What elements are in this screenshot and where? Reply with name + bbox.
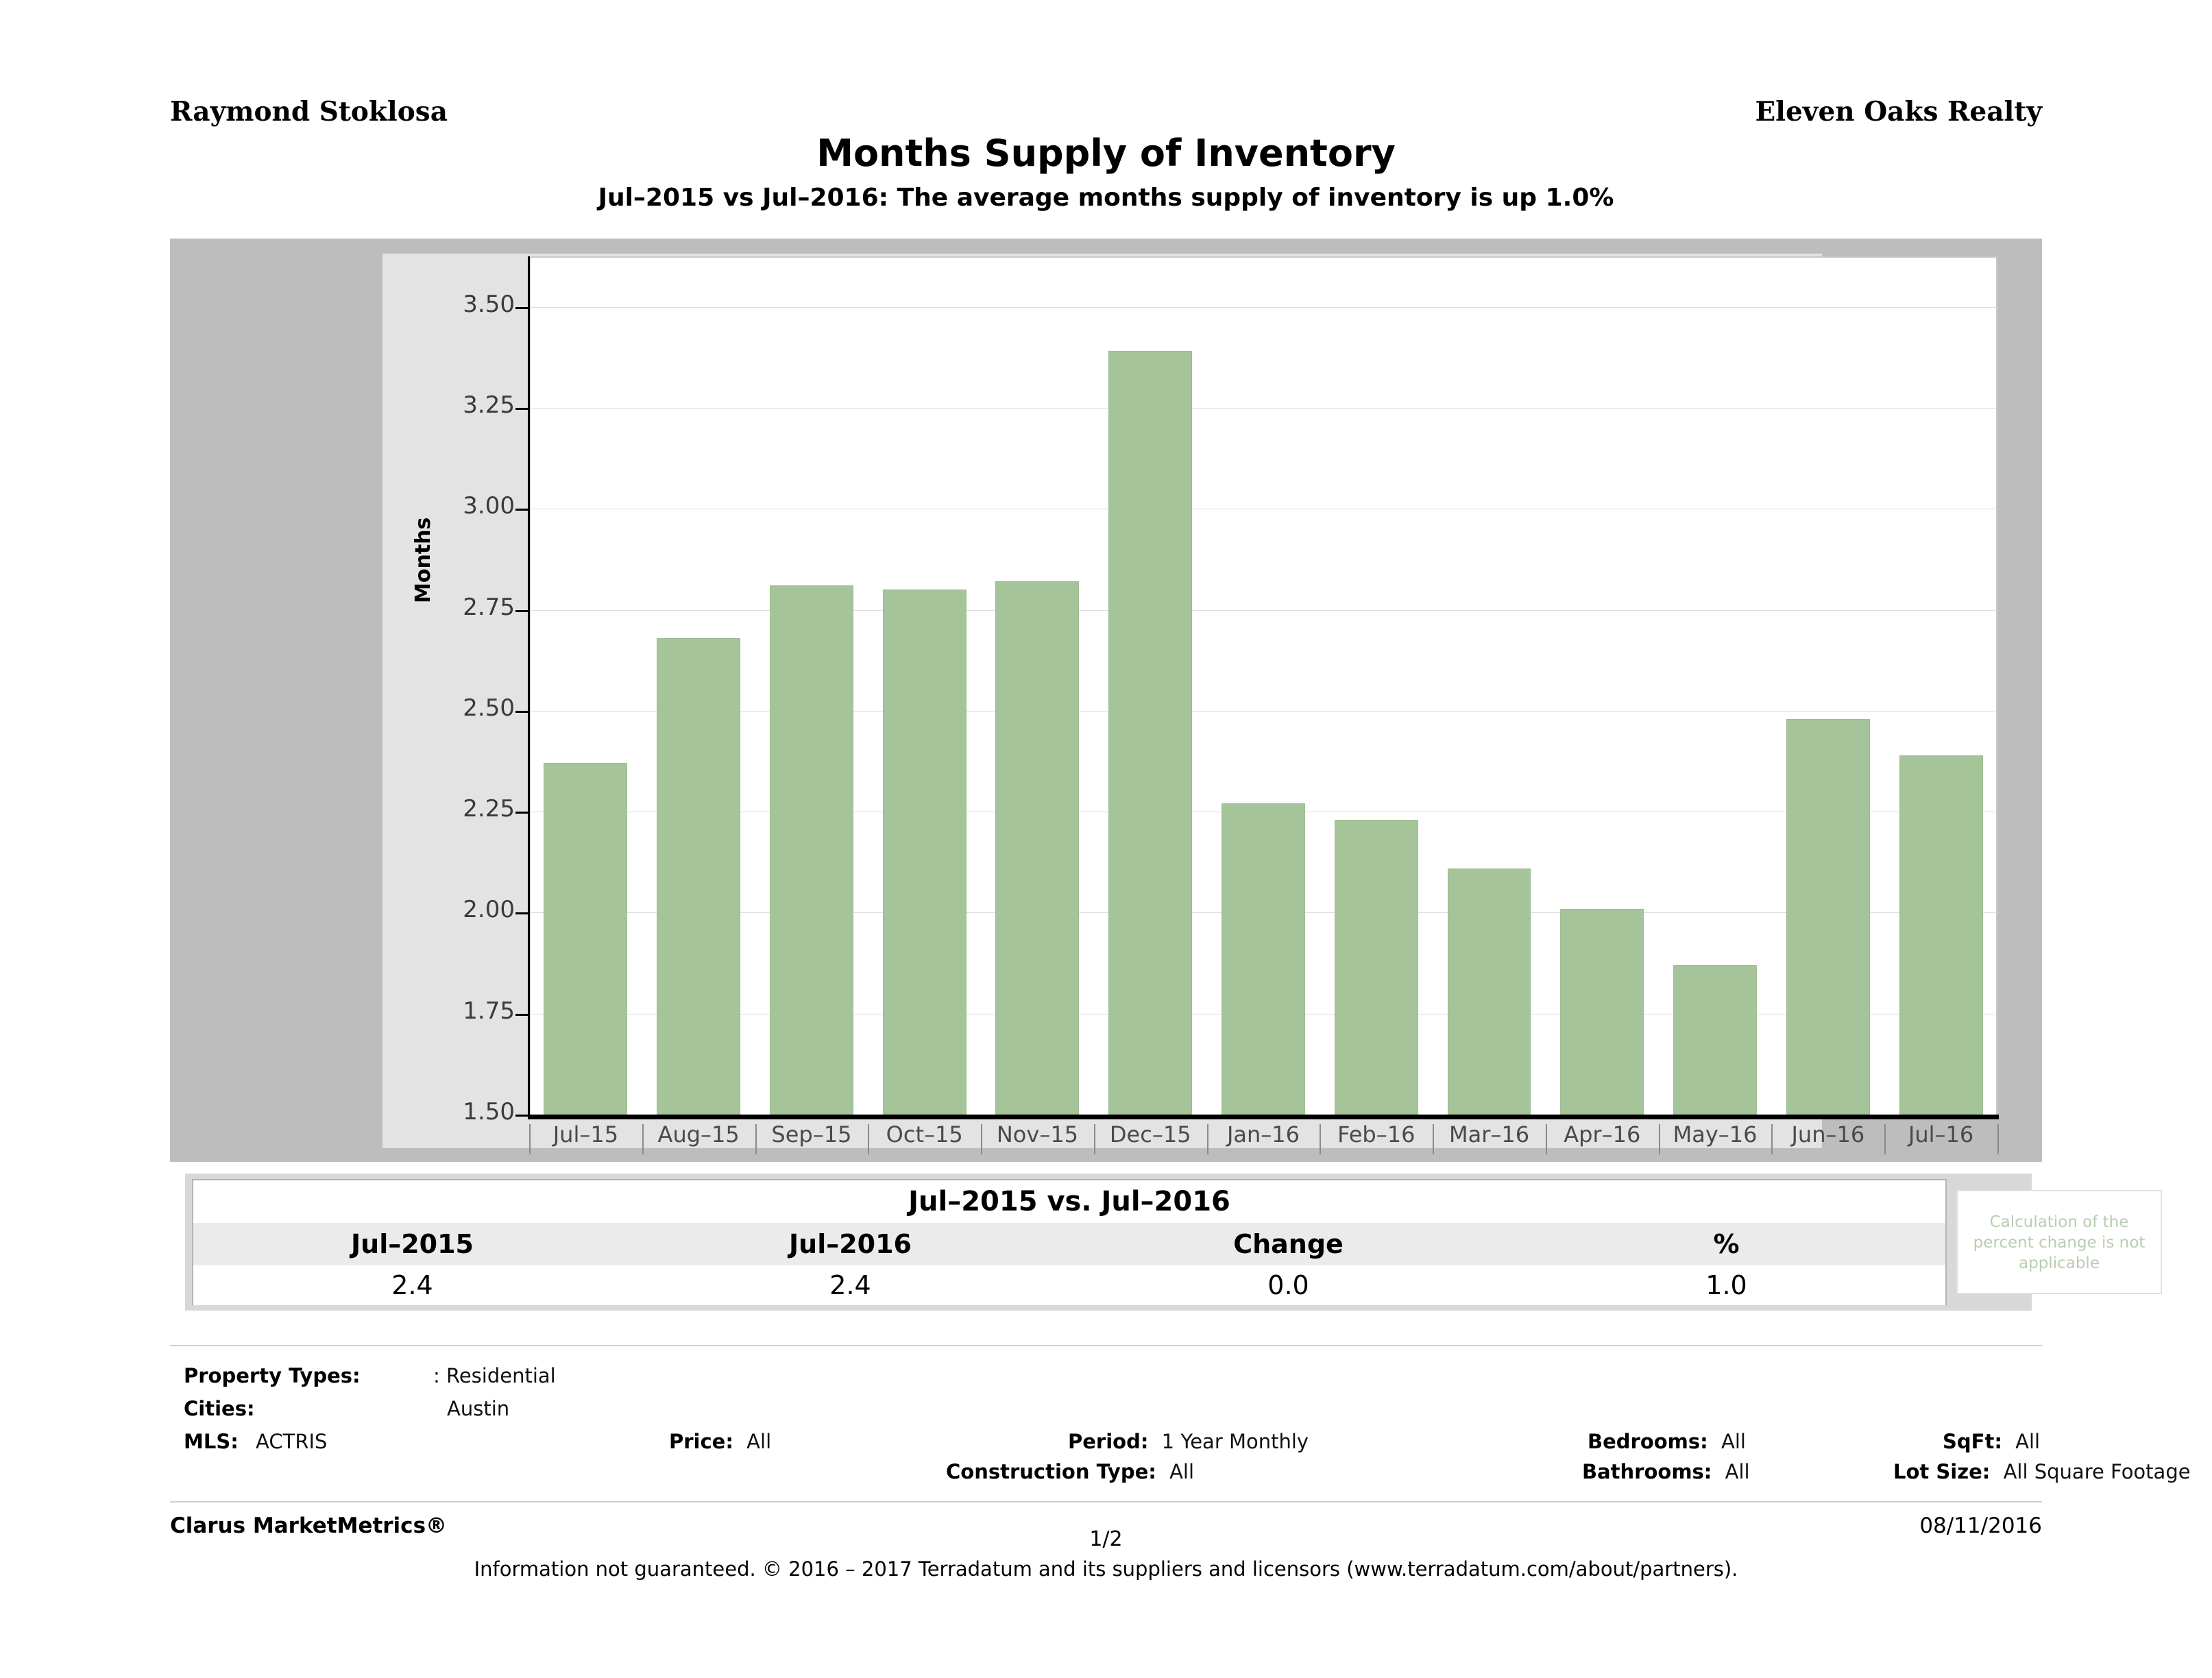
x-tick-separator [529,1124,531,1154]
x-tick-separator [868,1124,869,1154]
filter-mls-label: MLS: [184,1430,239,1453]
x-tick-separator [1320,1124,1321,1154]
comparison-header-row [193,1223,1945,1265]
x-tick-label: Jan–16 [1226,1121,1300,1147]
filter-bathrooms-label: Bathrooms: [1582,1460,1712,1483]
page-subtitle: Jul–2015 vs Jul–2016: The average months supply of inventory is up 1.0% [598,184,1614,212]
filter-cities-value-wrap [447,1397,509,1420]
filter-construction-type-value: All [1169,1460,1195,1483]
bar [1222,803,1305,1115]
filter-mls-value: ACTRIS [256,1430,328,1453]
y-axis-title: Months [411,517,435,603]
comparison-table [192,1179,1947,1305]
y-tick-label: 2.00 [463,896,515,924]
y-tick-mark [515,912,528,914]
filter-lot-size-value: All Square Footage [2003,1460,2191,1483]
y-tick-mark [515,812,528,814]
footer-date: 08/11/2016 [1919,1513,2042,1538]
x-tick-label: Aug–15 [657,1121,740,1147]
bar [883,589,967,1115]
filter-property-types-value: : Residential [433,1364,556,1387]
comparison-title: Jul–2015 vs. Jul–2016 [193,1180,1945,1223]
comparison-header-cell: Change [1233,1229,1344,1259]
filter-property-types [184,1364,361,1387]
percent-change-note: Calculation of the percent change is not applicable [1956,1190,2162,1294]
filter-mls [184,1430,327,1453]
y-tick-label: 3.00 [463,492,515,520]
x-tick-label: Apr–16 [1564,1121,1641,1147]
filter-cities-value: Austin [447,1397,510,1420]
filter-bathrooms [1582,1460,1750,1483]
y-tick-label: 1.75 [463,997,515,1025]
y-tick-label: 2.50 [463,694,515,722]
x-tick-separator [1884,1124,1886,1154]
x-tick-label: Mar–16 [1448,1121,1530,1147]
x-tick-label: Dec–15 [1109,1121,1191,1147]
comparison-value-row [193,1265,1945,1305]
x-tick-separator [755,1124,757,1154]
comparison-value-cell: 2.4 [829,1270,871,1300]
y-tick-label: 3.50 [463,290,515,318]
y-tick-mark [515,1115,528,1117]
y-tick-mark [515,307,528,309]
bar [1786,719,1870,1115]
bar [1899,755,1983,1115]
comparison-value-cell: 2.4 [391,1270,433,1300]
filter-period [1068,1430,1309,1453]
filter-price [669,1430,771,1453]
x-tick-label: Jun–16 [1791,1121,1865,1147]
filter-lot-size-label: Lot Size: [1893,1460,1991,1483]
filter-property-types-value-wrap [433,1364,556,1387]
bar [544,763,627,1115]
comparison-header-cell: Jul–2016 [789,1229,912,1259]
filter-bedrooms [1588,1430,1746,1453]
filter-price-value: All [746,1430,772,1453]
comparison-value-cell: 1.0 [1705,1270,1747,1300]
x-tick-separator [642,1124,644,1154]
bar [1108,351,1192,1115]
y-tick-label: 1.50 [463,1098,515,1126]
x-tick-separator [1094,1124,1095,1154]
filter-bedrooms-value: All [1721,1430,1746,1453]
x-axis-labels [529,1121,1997,1163]
footer-disclaimer: Information not guaranteed. © 2016 – 2017 Terradatum and its suppliers and licensors (www.terradatum.com/about/partners). [474,1557,1738,1581]
bar [770,585,853,1115]
y-tick-mark [515,408,528,410]
filter-construction-type-label: Construction Type: [946,1460,1156,1483]
comparison-header-cell: Jul–2015 [351,1229,474,1259]
x-tick-label: Jul–16 [1908,1121,1974,1147]
bar [1560,909,1644,1115]
page-title: Months Supply of Inventory [816,132,1396,175]
y-tick-mark [515,610,528,612]
filter-cities [184,1397,255,1420]
bar [1335,820,1418,1115]
x-tick-label: May–16 [1673,1121,1758,1147]
agent-name: Raymond Stoklosa [170,96,448,127]
filter-property-types-label: Property Types: [184,1364,361,1387]
filter-cities-label: Cities: [184,1397,255,1420]
bar [1448,868,1531,1115]
bar-series [529,256,1997,1115]
filter-price-label: Price: [669,1430,733,1453]
x-tick-label: Feb–16 [1337,1121,1415,1147]
y-tick-label: 2.25 [463,795,515,823]
y-tick-mark [515,711,528,713]
filter-sqft-value: All [2015,1430,2041,1453]
x-tick-label: Sep–15 [771,1121,852,1147]
y-tick-label: 2.75 [463,593,515,621]
comparison-header-cell: % [1713,1229,1740,1259]
x-tick-separator [1546,1124,1547,1154]
x-tick-label: Oct–15 [886,1121,963,1147]
x-tick-separator [1659,1124,1660,1154]
x-tick-label: Jul–15 [552,1121,619,1147]
filter-construction-type [946,1460,1194,1483]
y-tick-label: 3.25 [463,391,515,419]
footer-page-number: 1/2 [1089,1527,1123,1551]
filter-sqft-label: SqFt: [1943,1430,2002,1453]
footer-brand: Clarus MarketMetrics® [170,1513,448,1538]
x-tick-separator [1997,1124,1999,1154]
x-tick-separator [1433,1124,1434,1154]
x-tick-label: Nov–15 [996,1121,1079,1147]
bar [995,581,1079,1115]
x-tick-separator [1771,1124,1773,1154]
comparison-panel [185,1174,2146,1311]
filters-block [170,1345,2191,1503]
y-tick-mark [515,1014,528,1016]
y-tick-mark [515,509,528,511]
filter-bathrooms-value: All [1725,1460,1750,1483]
filter-period-label: Period: [1068,1430,1149,1453]
filter-sqft [1943,1430,2040,1453]
bar [657,638,740,1115]
filter-period-value: 1 Year Monthly [1161,1430,1309,1453]
comparison-value-cell: 0.0 [1267,1270,1309,1300]
filter-lot-size [1893,1460,2191,1483]
filter-bedrooms-label: Bedrooms: [1588,1430,1708,1453]
x-axis-line [528,1115,1999,1119]
x-tick-separator [981,1124,982,1154]
brokerage-name: Eleven Oaks Realty [1755,96,2042,127]
bar [1673,965,1757,1115]
x-tick-separator [1207,1124,1208,1154]
